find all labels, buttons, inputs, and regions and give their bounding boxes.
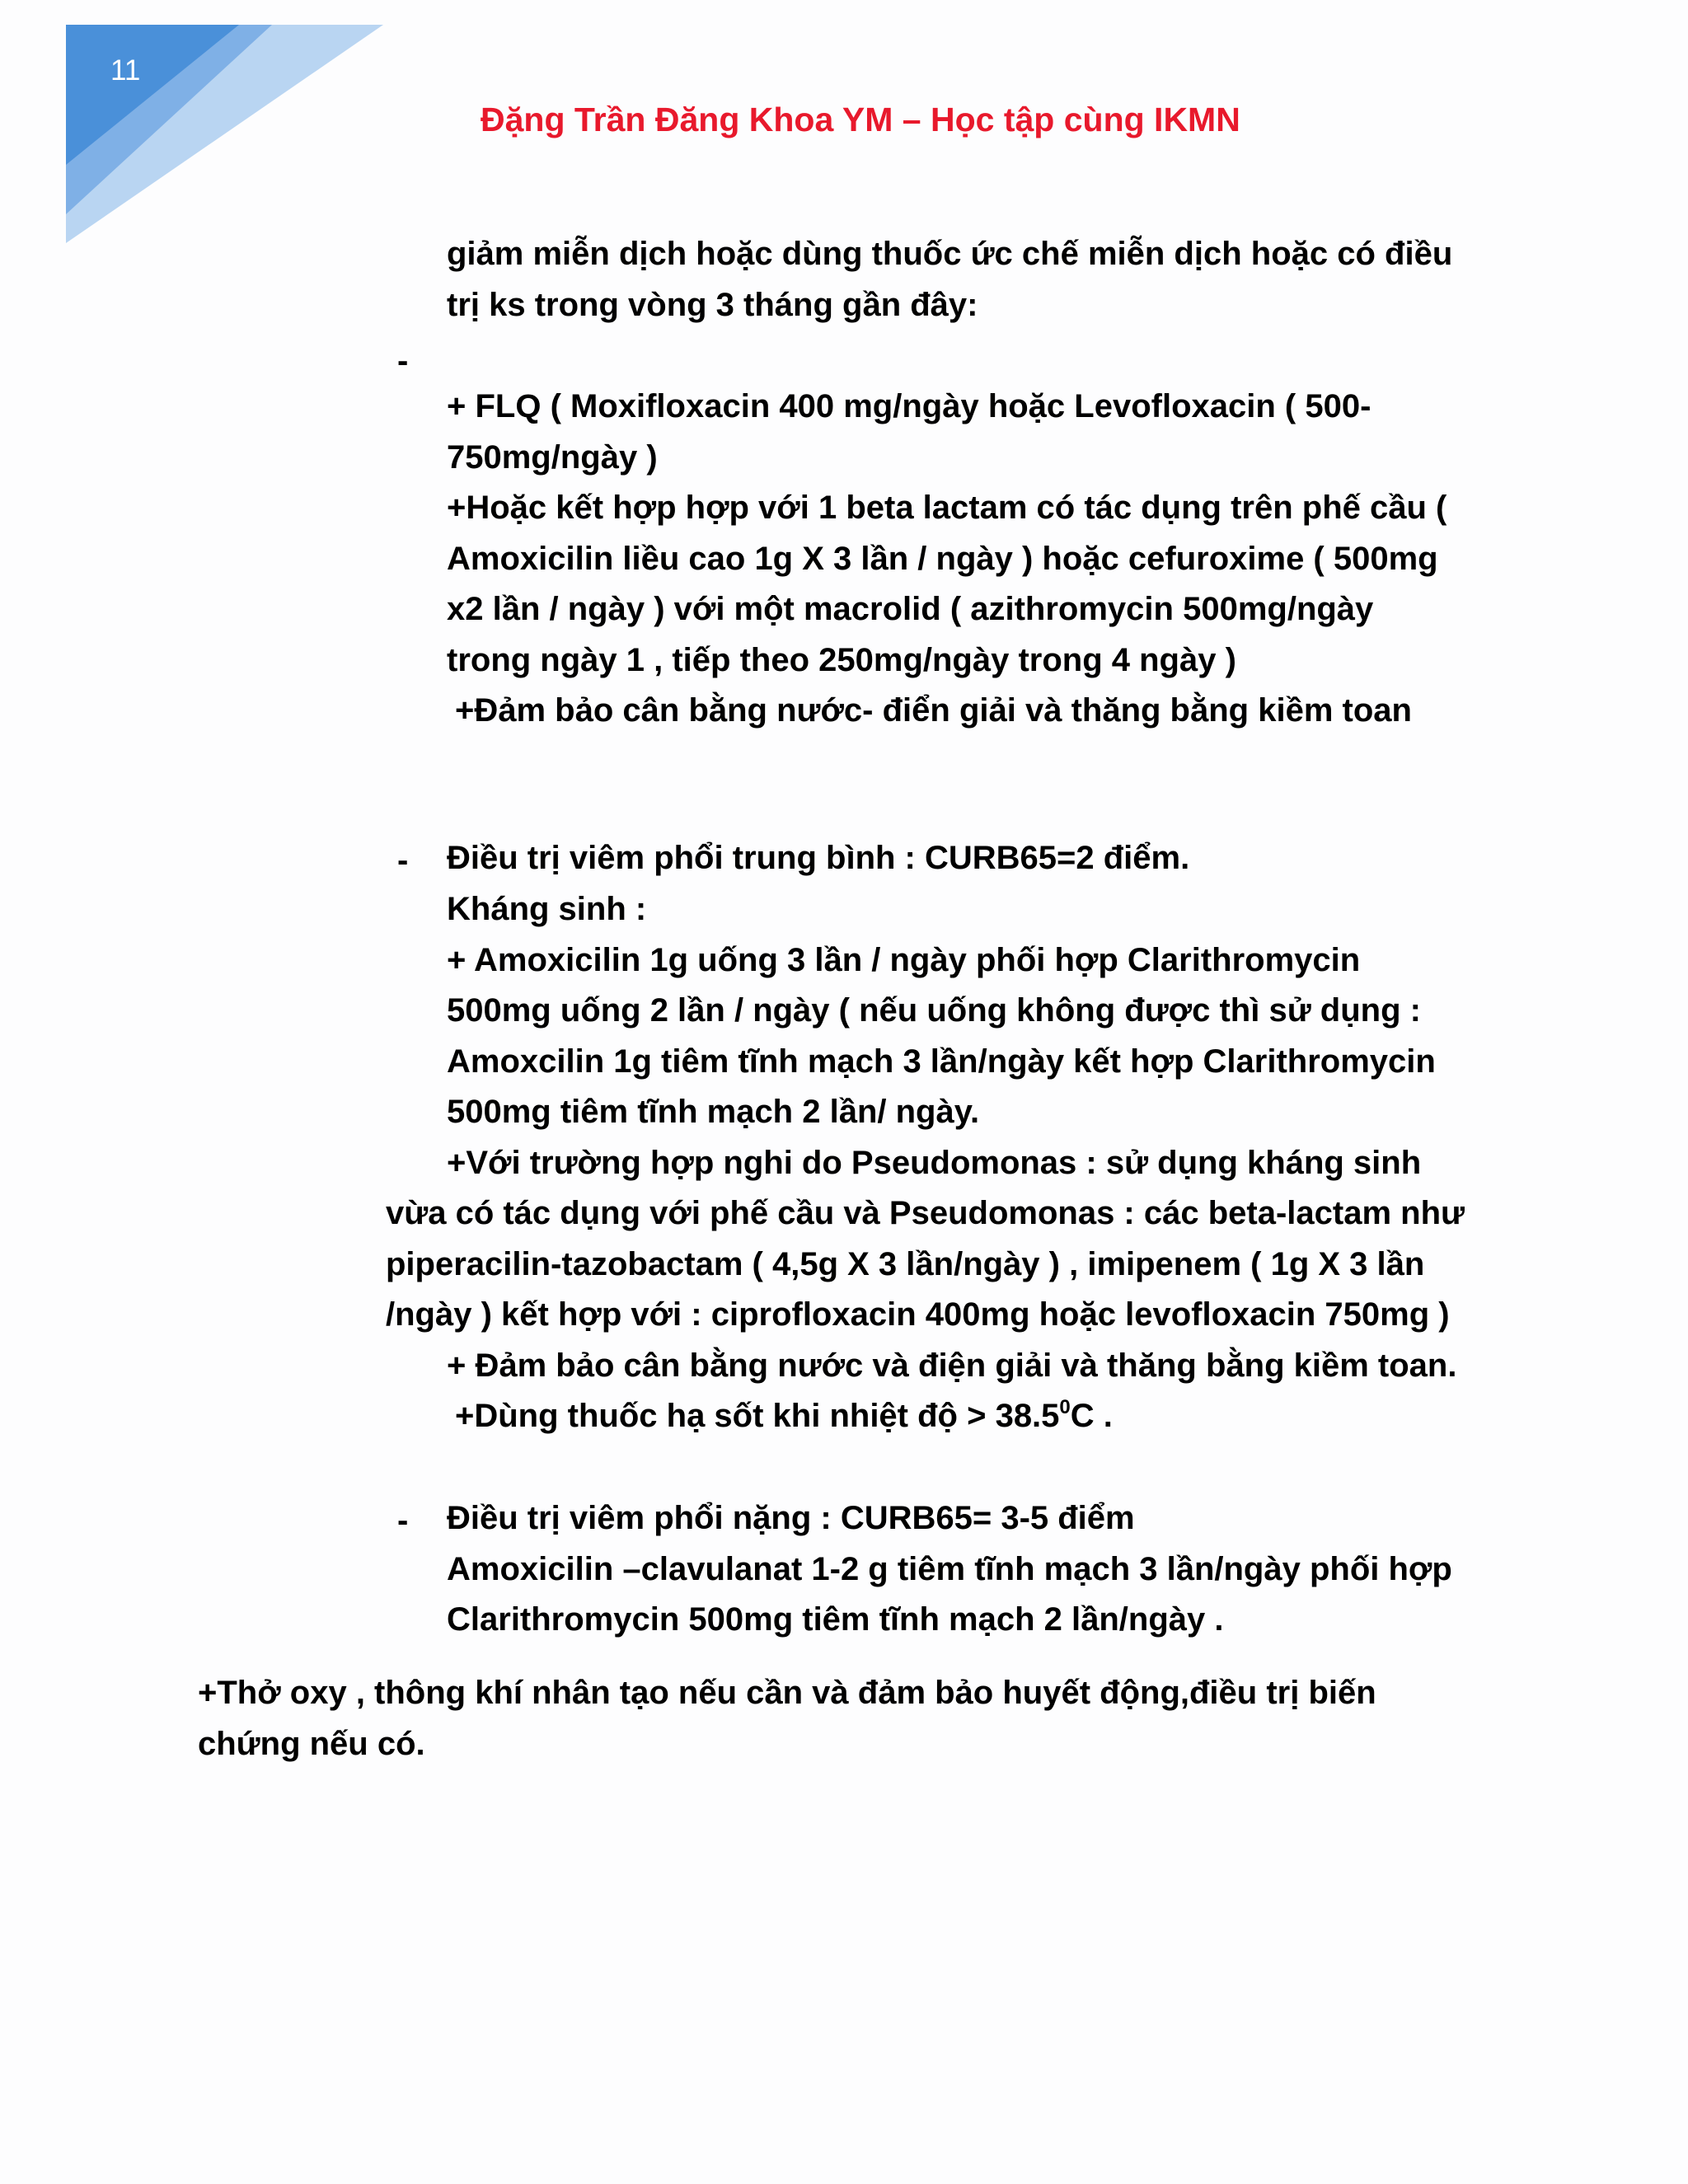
- text-line: +Đảm bảo cân bằng nước- điển giải và thăng bằng kiềm toan: [455, 692, 1412, 729]
- fever-line-prefix: +Dùng thuốc hạ sốt khi nhiệt độ > 38.5: [455, 1398, 1060, 1434]
- text-line: + Amoxicilin 1g uống 3 lần / ngày phối hợp Clarithromycin: [447, 942, 1361, 978]
- text-line: giảm miễn dịch hoặc dùng thuốc ức chế miễn dịch hoặc có điều: [447, 236, 1453, 272]
- text-line: Amoxicilin liều cao 1g X 3 lần / ngày ) hoặc cefuroxime ( 500mg: [447, 541, 1438, 577]
- text-line: vừa có tác dụng với phế cầu và Pseudomonas : các beta-lactam như: [386, 1195, 1465, 1231]
- text-line: piperacilin-tazobactam ( 4,5g X 3 lần/ngày ) , imipenem ( 1g X 3 lần: [386, 1246, 1425, 1282]
- text-line: /ngày ) kết hợp với : ciprofloxacin 400mg hoặc levofloxacin 750mg ): [386, 1296, 1450, 1333]
- list-dash: -: [397, 1502, 409, 1539]
- text-line: Clarithromycin 500mg tiêm tĩnh mạch 2 lần/ngày .: [447, 1601, 1224, 1638]
- text-line: +Thở oxy , thông khí nhân tạo nếu cần và đảm bảo huyết động,điều trị biến: [198, 1675, 1376, 1711]
- page-number: 11: [110, 54, 141, 87]
- text-line: 500mg uống 2 lần / ngày ( nếu uống không được thì sử dụng :: [447, 992, 1421, 1029]
- fever-line-suffix: C .: [1070, 1398, 1113, 1434]
- degree-superscript: 0: [1059, 1396, 1071, 1418]
- list-dash: -: [397, 842, 409, 879]
- fever-line: [455, 1396, 1113, 1434]
- list-dash: -: [397, 343, 409, 379]
- text-line: Điều trị viêm phổi nặng : CURB65= 3-5 điểm: [447, 1500, 1135, 1536]
- text-line: Amoxcilin 1g tiêm tĩnh mạch 3 lần/ngày kết hợp Clarithromycin: [447, 1043, 1436, 1080]
- text-line: Amoxicilin –clavulanat 1-2 g tiêm tĩnh mạch 3 lần/ngày phối hợp: [447, 1551, 1452, 1587]
- text-line: chứng nếu có.: [198, 1726, 425, 1762]
- text-line: trị ks trong vòng 3 tháng gần đây:: [447, 287, 978, 323]
- text-line: + FLQ ( Moxifloxacin 400 mg/ngày hoặc Levofloxacin ( 500-: [447, 388, 1372, 424]
- text-line: 750mg/ngày ): [447, 439, 658, 476]
- header-title: Đặng Trần Đăng Khoa YM – Học tập cùng IKMN: [481, 101, 1240, 138]
- corner-decoration: [0, 0, 396, 255]
- text-line: +Hoặc kết hợp hợp với 1 beta lactam có tác dụng trên phế cầu (: [447, 490, 1447, 526]
- text-line: 500mg tiêm tĩnh mạch 2 lần/ ngày.: [447, 1094, 980, 1130]
- text-line: x2 lần / ngày ) với một macrolid ( azithromycin 500mg/ngày: [447, 591, 1374, 627]
- text-line: + Đảm bảo cân bằng nước và điện giải và thăng bằng kiềm toan.: [447, 1347, 1457, 1384]
- text-line: trong ngày 1 , tiếp theo 250mg/ngày trong 4 ngày ): [447, 642, 1236, 678]
- text-line: Điều trị viêm phổi trung bình : CURB65=2 điểm.: [447, 840, 1190, 876]
- text-line: +Với trường hợp nghi do Pseudomonas : sử dụng kháng sinh: [447, 1145, 1422, 1181]
- text-line: Kháng sinh :: [447, 891, 647, 927]
